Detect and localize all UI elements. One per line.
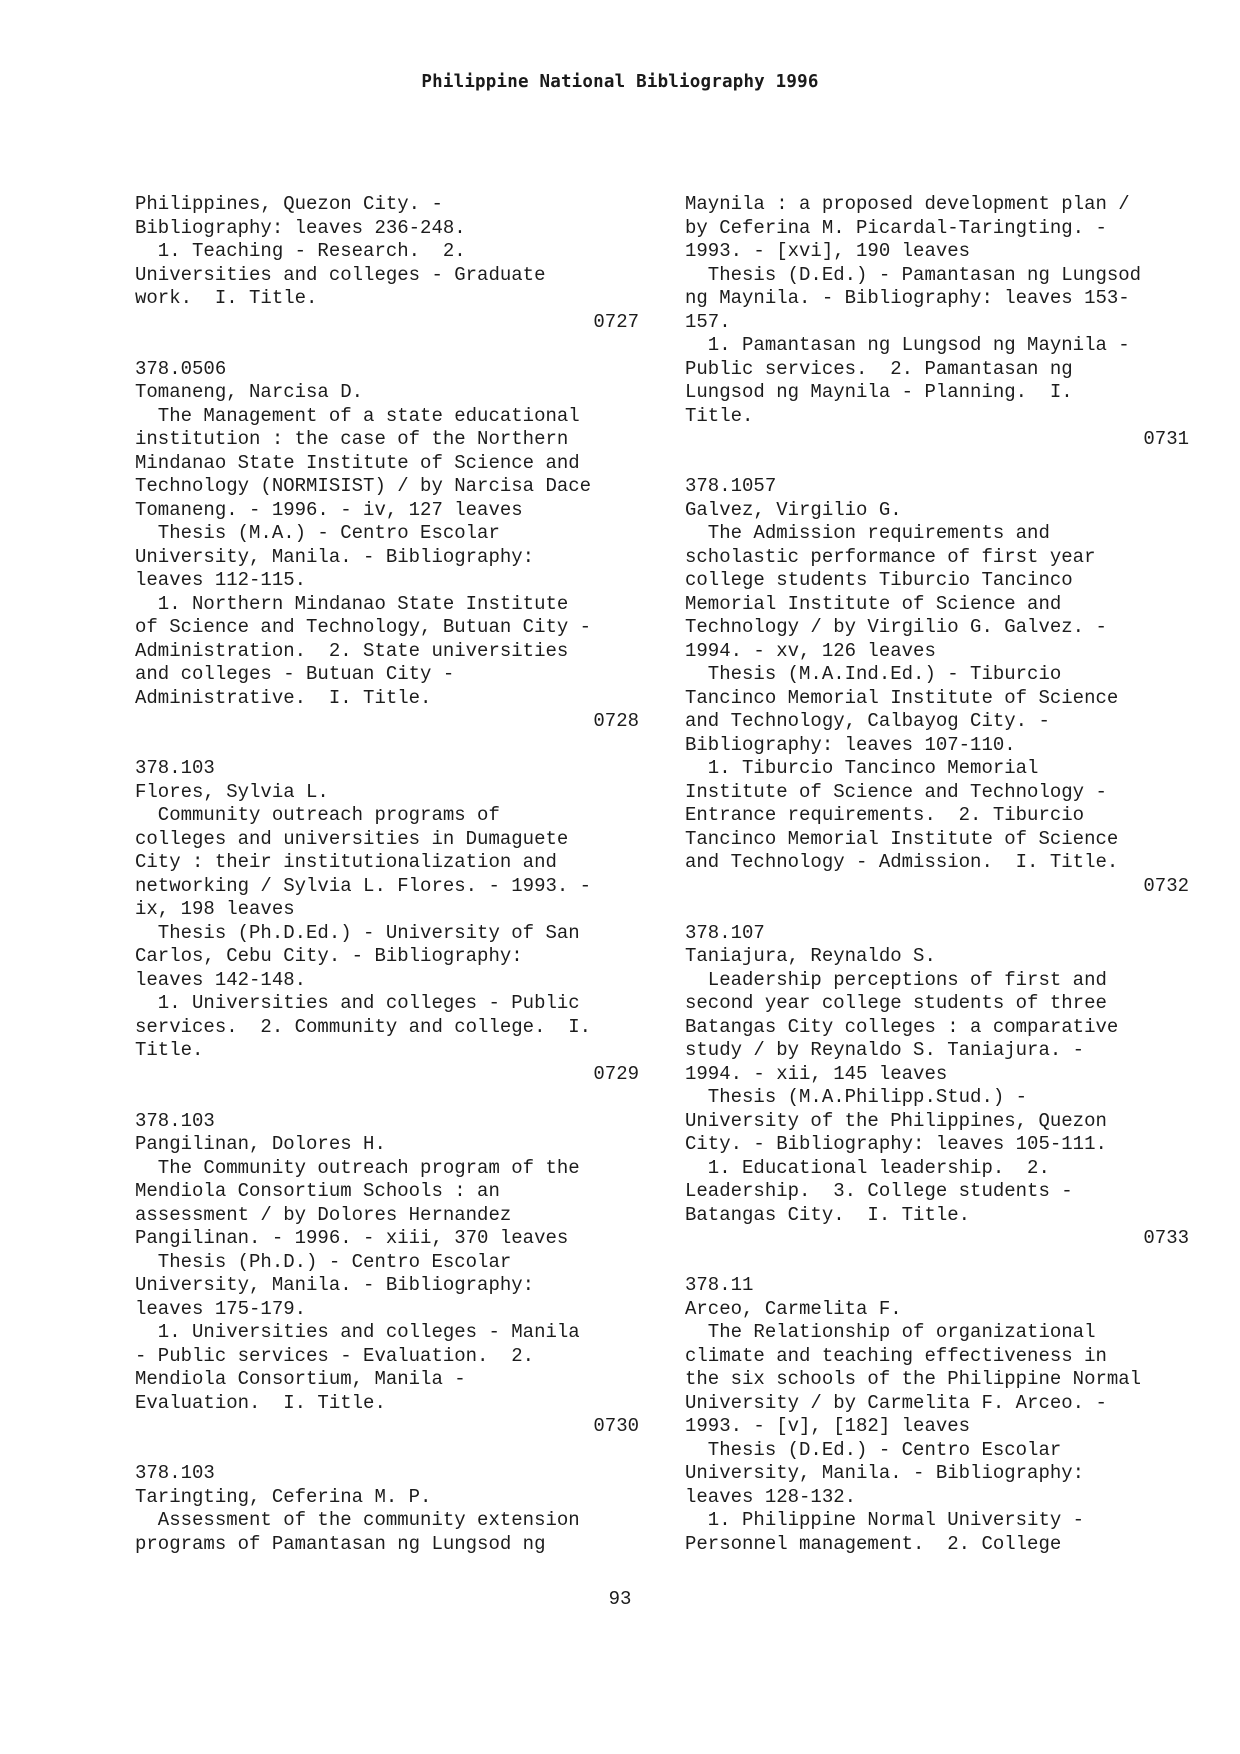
entry-line: Leadership perceptions of first and (685, 968, 1107, 991)
entry-line: City : their institutionalization and (135, 851, 557, 873)
entry-line: Administrative. I. Title. (135, 686, 432, 709)
entry-line: 378.1057 (685, 475, 777, 497)
entry-line: University / by Carmelita F. Arceo. - (685, 1391, 1107, 1414)
entry-line: leaves 112-115. (135, 569, 307, 591)
entry-line: by Ceferina M. Picardal-Taringting. - (685, 216, 1107, 239)
entry-line: Thesis (D.Ed.) - Centro Escolar (685, 1438, 1062, 1461)
entry-line: study / by Reynaldo S. Taniajura. - (685, 1039, 1085, 1061)
entry-line: - Public services - Evaluation. 2. (135, 1344, 535, 1367)
entry-line: programs of Pamantasan ng Lungsod ng (135, 1532, 546, 1555)
entry-line: and colleges - Butuan City - (135, 663, 455, 685)
entry-spacer (135, 1086, 639, 1110)
entry-line: University, Manila. - Bibliography: (135, 545, 535, 568)
entry-line: ix, 198 leaves (135, 898, 295, 920)
entry-line: Tomaneng. - 1996. - iv, 127 leaves (135, 498, 523, 521)
entry-line: Thesis (D.Ed.) - Pamantasan ng Lungsod (685, 263, 1142, 286)
entry-line: Universities and colleges - Graduate (135, 263, 546, 286)
entry-line: Evaluation. I. Title. (135, 1391, 386, 1414)
entry-line: Arceo, Carmelita F. (685, 1297, 902, 1320)
entry-line: 378.107 (685, 921, 765, 944)
entry-line: assessment / by Dolores Hernandez (135, 1203, 512, 1226)
entry-spacer (685, 898, 1189, 922)
entry-line: leaves 128-132. (685, 1485, 857, 1508)
entry-line: City. - Bibliography: leaves 105-111. (685, 1133, 1107, 1155)
entry-line: 1. Educational leadership. 2. (685, 1156, 1050, 1179)
entry-line: institution : the case of the Northern (135, 428, 569, 450)
entry-number: 0731 (1143, 428, 1189, 450)
entry-line: University of the Philippines, Quezon (685, 1109, 1107, 1132)
entry-line: Personnel management. 2. College (685, 1532, 1062, 1555)
entry-spacer (685, 1251, 1189, 1275)
entry-line: Pangilinan. - 1996. - xiii, 370 leaves (135, 1227, 569, 1249)
entry-line: Thesis (M.A.) - Centro Escolar (135, 522, 500, 544)
entry-line: The Community outreach program of the (135, 1156, 580, 1179)
entry-line: 378.11 (685, 1274, 754, 1296)
entry-line: Bibliography: leaves 236-248. (135, 216, 466, 239)
entry-line: Philippines, Quezon City. - (135, 193, 443, 215)
entry-line: 1. Pamantasan ng Lungsod ng Maynila - (685, 334, 1130, 356)
entry-line: 1. Tiburcio Tancinco Memorial (685, 757, 1039, 779)
entry-line: Batangas City colleges : a comparative (685, 1015, 1119, 1038)
entry-line: Public services. 2. Pamantasan ng (685, 357, 1073, 380)
entry-line: the six schools of the Philippine Normal (685, 1368, 1142, 1390)
entry-line: networking / Sylvia L. Flores. - 1993. - (135, 874, 592, 897)
entry-line: Thesis (Ph.D.) - Centro Escolar (135, 1250, 512, 1273)
entry-spacer (135, 1439, 639, 1463)
entry-line: Thesis (M.A.Philipp.Stud.) - (685, 1086, 1028, 1108)
entry-line: Entrance requirements. 2. Tiburcio (685, 804, 1085, 826)
entry-line: Title. (685, 404, 754, 427)
entry-line: 1. Universities and colleges - Public (135, 992, 580, 1014)
entry-number: 0730 (593, 1415, 639, 1437)
entry-line: The Management of a state educational (135, 404, 580, 427)
entry-line: 1994. - xv, 126 leaves (685, 639, 936, 662)
entry-line: Taringting, Ceferina M. P. (135, 1485, 432, 1508)
entry-line: Mendiola Consortium, Manila - (135, 1368, 466, 1390)
entry-line: The Admission requirements and (685, 522, 1050, 544)
entry-number: 0727 (593, 310, 639, 333)
entry-line: ng Maynila. - Bibliography: leaves 153- (685, 287, 1130, 309)
entry-line: Tomaneng, Narcisa D. (135, 381, 364, 403)
entry-line: Galvez, Virgilio G. (685, 498, 902, 521)
entry-line: Pangilinan, Dolores H. (135, 1133, 386, 1155)
entry-number: 0728 (593, 710, 639, 732)
entry-line: Flores, Sylvia L. (135, 780, 329, 803)
entry-line: Institute of Science and Technology - (685, 780, 1107, 803)
entry-line: 1993. - [xvi], 190 leaves (685, 240, 971, 262)
entry-line: second year college students of three (685, 992, 1107, 1014)
entry-line: Thesis (M.A.Ind.Ed.) - Tiburcio (685, 663, 1062, 685)
entry-line: 378.0506 (135, 357, 227, 380)
entry-line: services. 2. Community and college. I. (135, 1015, 592, 1038)
entry-line: Community outreach programs of (135, 804, 500, 826)
entry-number: 0733 (1143, 1227, 1189, 1249)
left-column (135, 193, 639, 1556)
page-header-title: Philippine National Bibliography 1996 (421, 72, 819, 92)
entry-line: leaves 142-148. (135, 968, 307, 991)
entry-line: 378.103 (135, 1462, 215, 1484)
entry-line: and Technology - Admission. I. Title. (685, 851, 1119, 873)
entry-line: 1. Northern Mindanao State Institute (135, 592, 569, 615)
entry-line: 157. (685, 310, 731, 333)
entry-line: Title. (135, 1039, 204, 1061)
page-number: 93 (608, 1588, 632, 1610)
entry-line: University, Manila. - Bibliography: (685, 1462, 1085, 1484)
entry-number: 0732 (1143, 874, 1189, 897)
entry-line: 1994. - xii, 145 leaves (685, 1062, 948, 1085)
entry-line: 1. Universities and colleges - Manila (135, 1321, 580, 1343)
entry-line: scholastic performance of first year (685, 545, 1096, 568)
entry-line: 1. Philippine Normal University - (685, 1509, 1085, 1531)
right-column (685, 193, 1189, 1556)
entry-line: University, Manila. - Bibliography: (135, 1274, 535, 1296)
entry-line: colleges and universities in Dumaguete (135, 827, 569, 850)
entry-line: work. I. Title. (135, 287, 318, 309)
entry-line: Tancinco Memorial Institute of Science (685, 686, 1119, 709)
entry-line: Technology (NORMISIST) / by Narcisa Dace (135, 475, 592, 497)
entry-line: Maynila : a proposed development plan / (685, 193, 1130, 215)
entry-line: Bibliography: leaves 107-110. (685, 733, 1016, 756)
entry-line: Tancinco Memorial Institute of Science (685, 827, 1119, 850)
entry-line: 378.103 (135, 1109, 215, 1132)
entry-line: Assessment of the community extension (135, 1509, 580, 1531)
entry-number: 0729 (593, 1062, 639, 1085)
entry-line: leaves 175-179. (135, 1297, 307, 1320)
entry-line: Batangas City. I. Title. (685, 1203, 971, 1226)
entry-line: college students Tiburcio Tancinco (685, 569, 1073, 591)
entry-spacer (135, 734, 639, 758)
entry-line: of Science and Technology, Butuan City - (135, 616, 592, 638)
entry-line: 1. Teaching - Research. 2. (135, 240, 466, 262)
entry-line: Thesis (Ph.D.Ed.) - University of San (135, 921, 580, 944)
entry-line: Administration. 2. State universities (135, 639, 569, 662)
entry-line: 378.103 (135, 757, 215, 779)
entry-line: Mindanao State Institute of Science and (135, 451, 580, 474)
entry-line: climate and teaching effectiveness in (685, 1344, 1107, 1367)
entry-line: Leadership. 3. College students - (685, 1180, 1073, 1202)
entry-spacer (135, 334, 639, 358)
entry-line: Taniajura, Reynaldo S. (685, 945, 936, 967)
entry-line: Mendiola Consortium Schools : an (135, 1180, 500, 1202)
entry-line: Technology / by Virgilio G. Galvez. - (685, 616, 1107, 638)
entry-line: The Relationship of organizational (685, 1321, 1096, 1343)
entry-line: and Technology, Calbayog City. - (685, 710, 1050, 732)
entry-line: Lungsod ng Maynila - Planning. I. (685, 381, 1073, 403)
entry-line: Carlos, Cebu City. - Bibliography: (135, 945, 523, 967)
entry-line: Memorial Institute of Science and (685, 592, 1062, 615)
entry-line: 1993. - [v], [182] leaves (685, 1415, 971, 1437)
entry-spacer (685, 452, 1189, 476)
